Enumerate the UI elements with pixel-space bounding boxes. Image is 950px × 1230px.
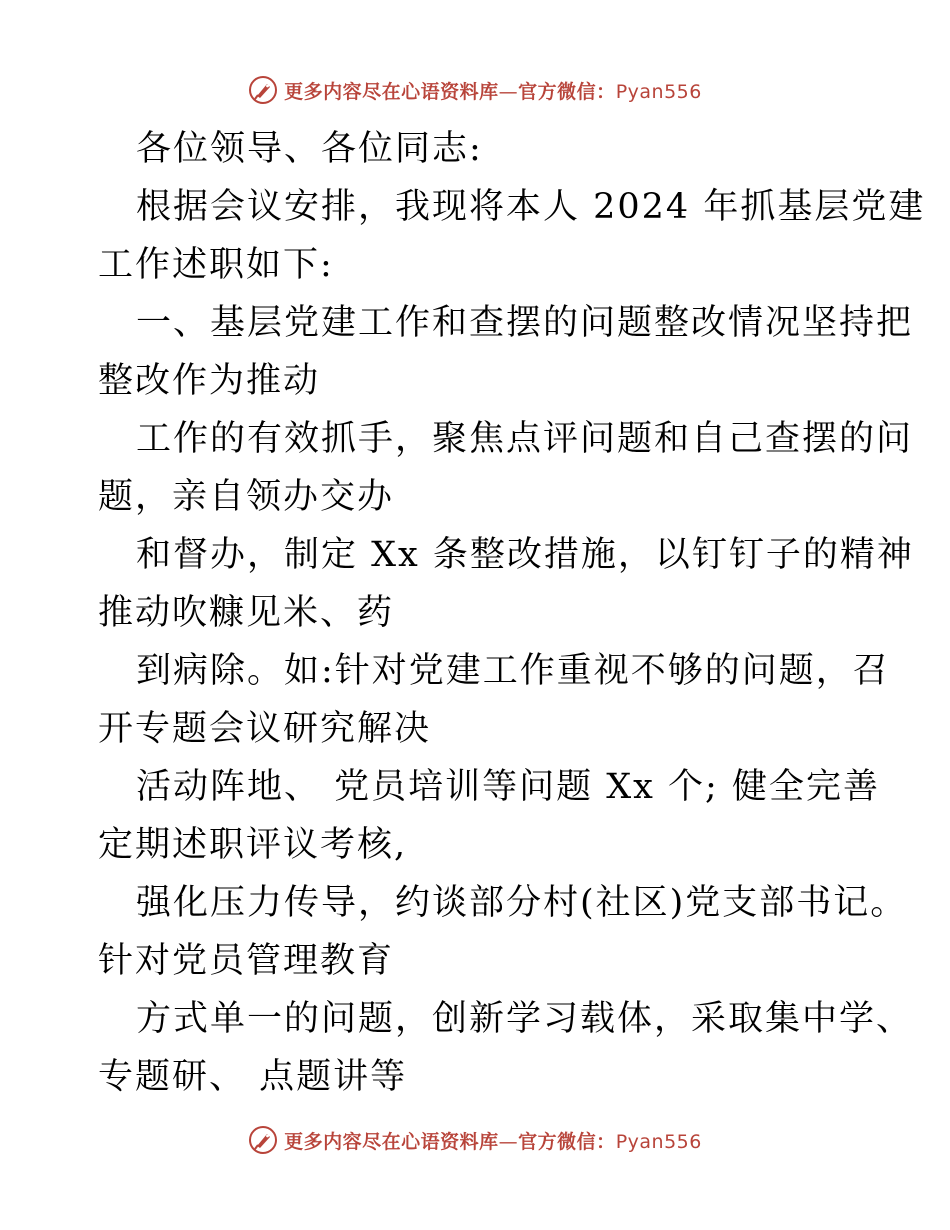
header-watermark	[0, 70, 950, 110]
document-line: 推动吹糠见米、药	[98, 593, 395, 633]
document-line: 题，亲自领办交办	[98, 477, 395, 517]
document-line: 到病除。如:针对党建工作重视不够的问题，召	[136, 651, 890, 691]
document-line: 各位领导、各位同志:	[136, 129, 483, 169]
document-line: 定期述职评议考核,	[98, 825, 408, 865]
document-body	[98, 120, 926, 1106]
document-line: 一、基层党建工作和查摆的问题整改情况坚持把	[136, 303, 914, 343]
document-line: 开专题会议研究解决	[98, 709, 432, 749]
document-line: 活动阵地、 党员培训等问题 Xx 个; 健全完善	[136, 767, 880, 807]
watermark-text	[284, 1127, 702, 1154]
watermark-site-text: 更多内容尽在心语资料库	[284, 1130, 499, 1153]
watermark-site-text: 更多内容尽在心语资料库	[284, 80, 499, 103]
watermark-wechat-id: Pyan556	[615, 1130, 702, 1153]
document-line: 根据会议安排，我现将本人 2024 年抓基层党建	[136, 187, 926, 227]
document-line: 工作述职如下:	[98, 245, 334, 285]
pen-nib-logo-icon	[248, 75, 278, 105]
document-line: 整改作为推动	[98, 361, 321, 401]
watermark-text	[284, 77, 702, 104]
pen-nib-logo-icon	[248, 1125, 278, 1155]
footer-watermark	[0, 1120, 950, 1160]
document-line: 强化压力传导，约谈部分村(社区)党支部书记。	[136, 883, 908, 923]
watermark-wechat-label: 官方微信：	[518, 80, 616, 103]
watermark-separator: —	[498, 80, 519, 103]
document-line: 方式单一的问题，创新学习载体，采取集中学、	[136, 999, 914, 1039]
document-line: 工作的有效抓手，聚焦点评问题和自己查摆的问	[136, 419, 914, 459]
watermark-separator: —	[498, 1130, 519, 1153]
watermark-wechat-label: 官方微信：	[518, 1130, 616, 1153]
document-line: 针对党员管理教育	[98, 941, 395, 981]
document-line: 专题研、 点题讲等	[98, 1057, 408, 1097]
watermark-wechat-id: Pyan556	[615, 80, 702, 103]
document-line: 和督办，制定 Xx 条整改措施，以钉钉子的精神	[136, 535, 914, 575]
